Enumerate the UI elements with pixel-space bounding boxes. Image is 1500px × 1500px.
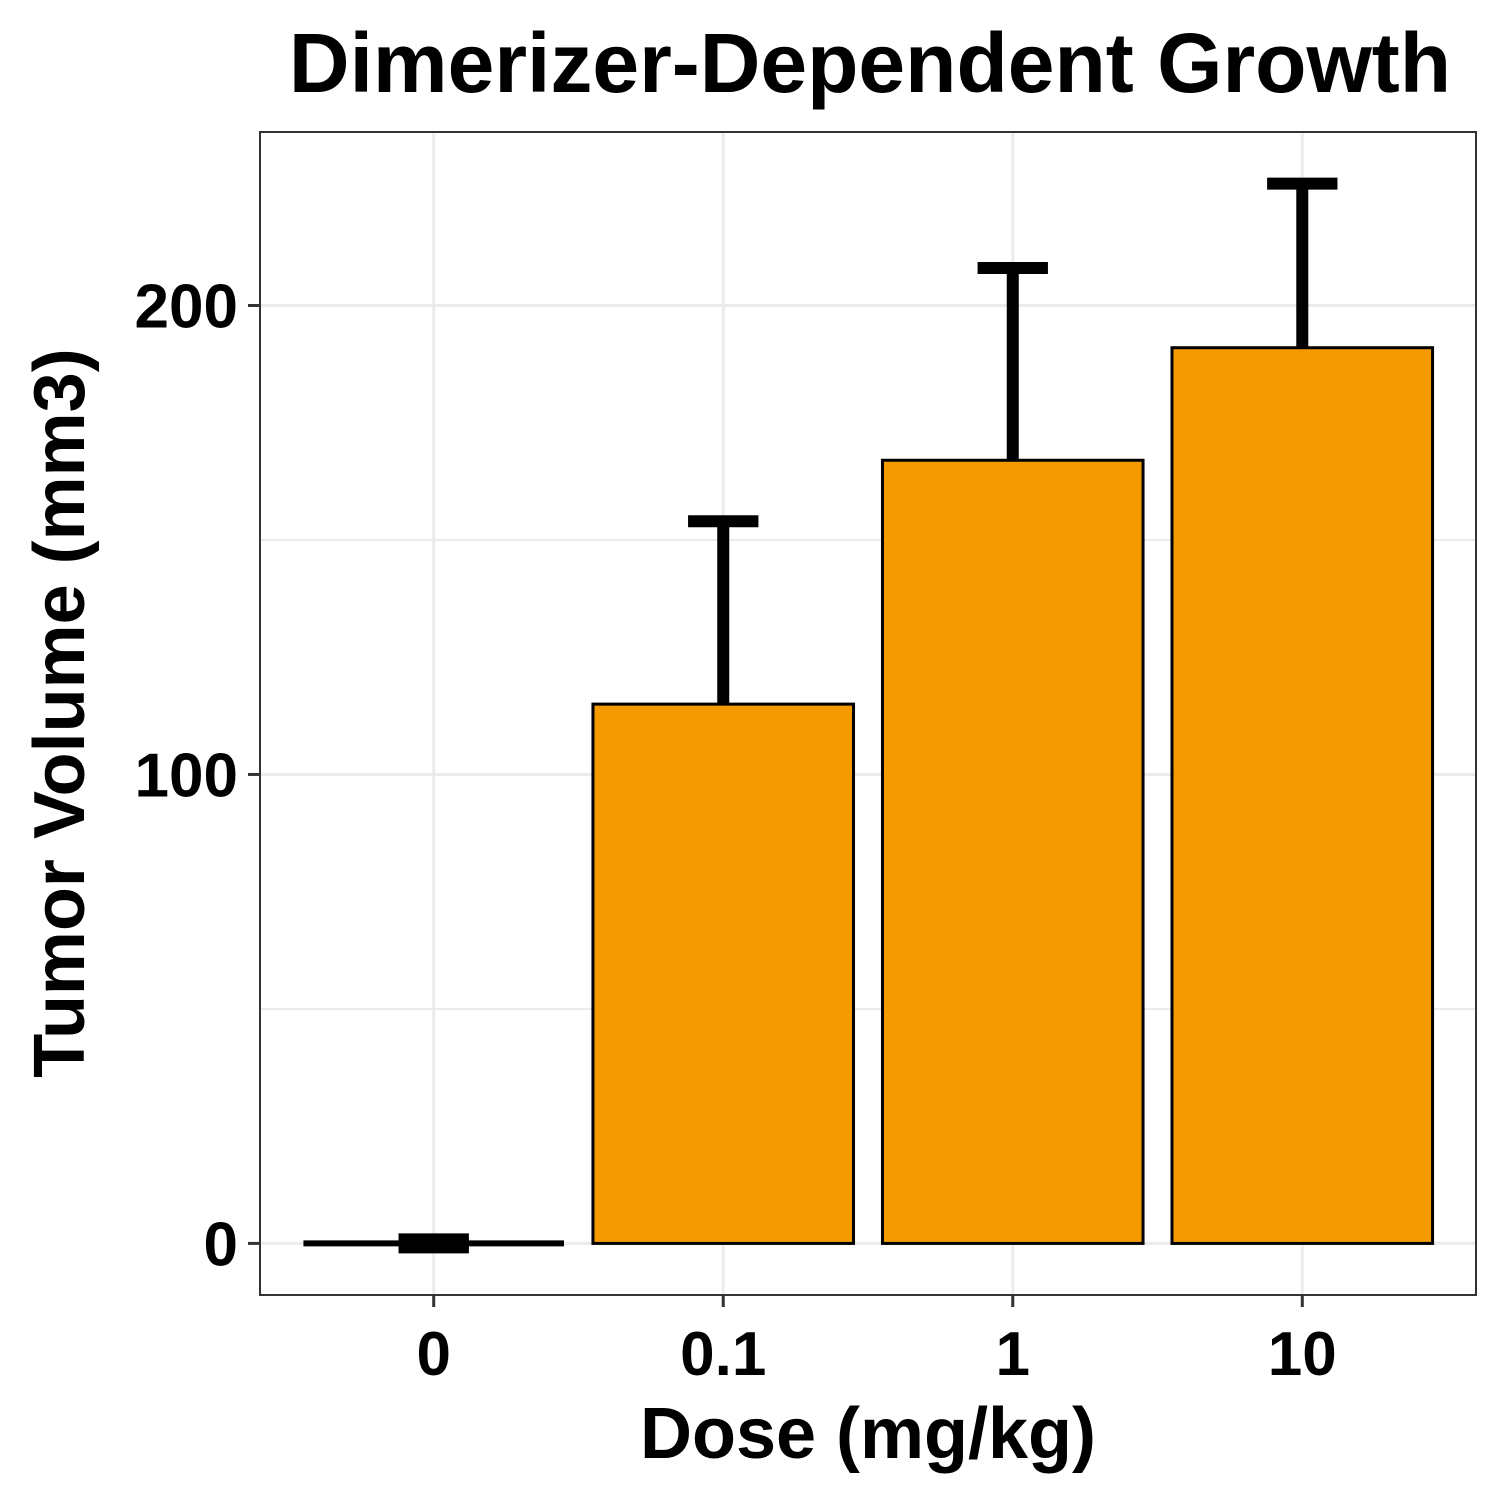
x-tick-label: 10 [1267, 1320, 1337, 1389]
y-axis-title: Tumor Volume (mm3) [20, 348, 100, 1078]
bar [1172, 348, 1433, 1244]
error-bar [978, 268, 1048, 460]
error-bar [1267, 184, 1337, 348]
x-axis [416, 1295, 1336, 1389]
y-axis [135, 273, 260, 1280]
x-tick-label: 0 [416, 1320, 451, 1389]
y-tick-label: 0 [203, 1210, 238, 1280]
x-axis-title: Dose (mg/kg) [639, 1394, 1097, 1474]
y-tick-label: 100 [134, 741, 238, 811]
bar [882, 460, 1143, 1243]
x-tick-label: 1 [995, 1320, 1031, 1389]
error-bar [688, 521, 758, 704]
y-tick-label: 200 [134, 272, 238, 342]
x-tick-label: 0.1 [680, 1320, 767, 1389]
chart-title: Dimerizer-Dependent Growth [288, 16, 1452, 110]
bars [303, 348, 1432, 1244]
bar [593, 704, 854, 1243]
